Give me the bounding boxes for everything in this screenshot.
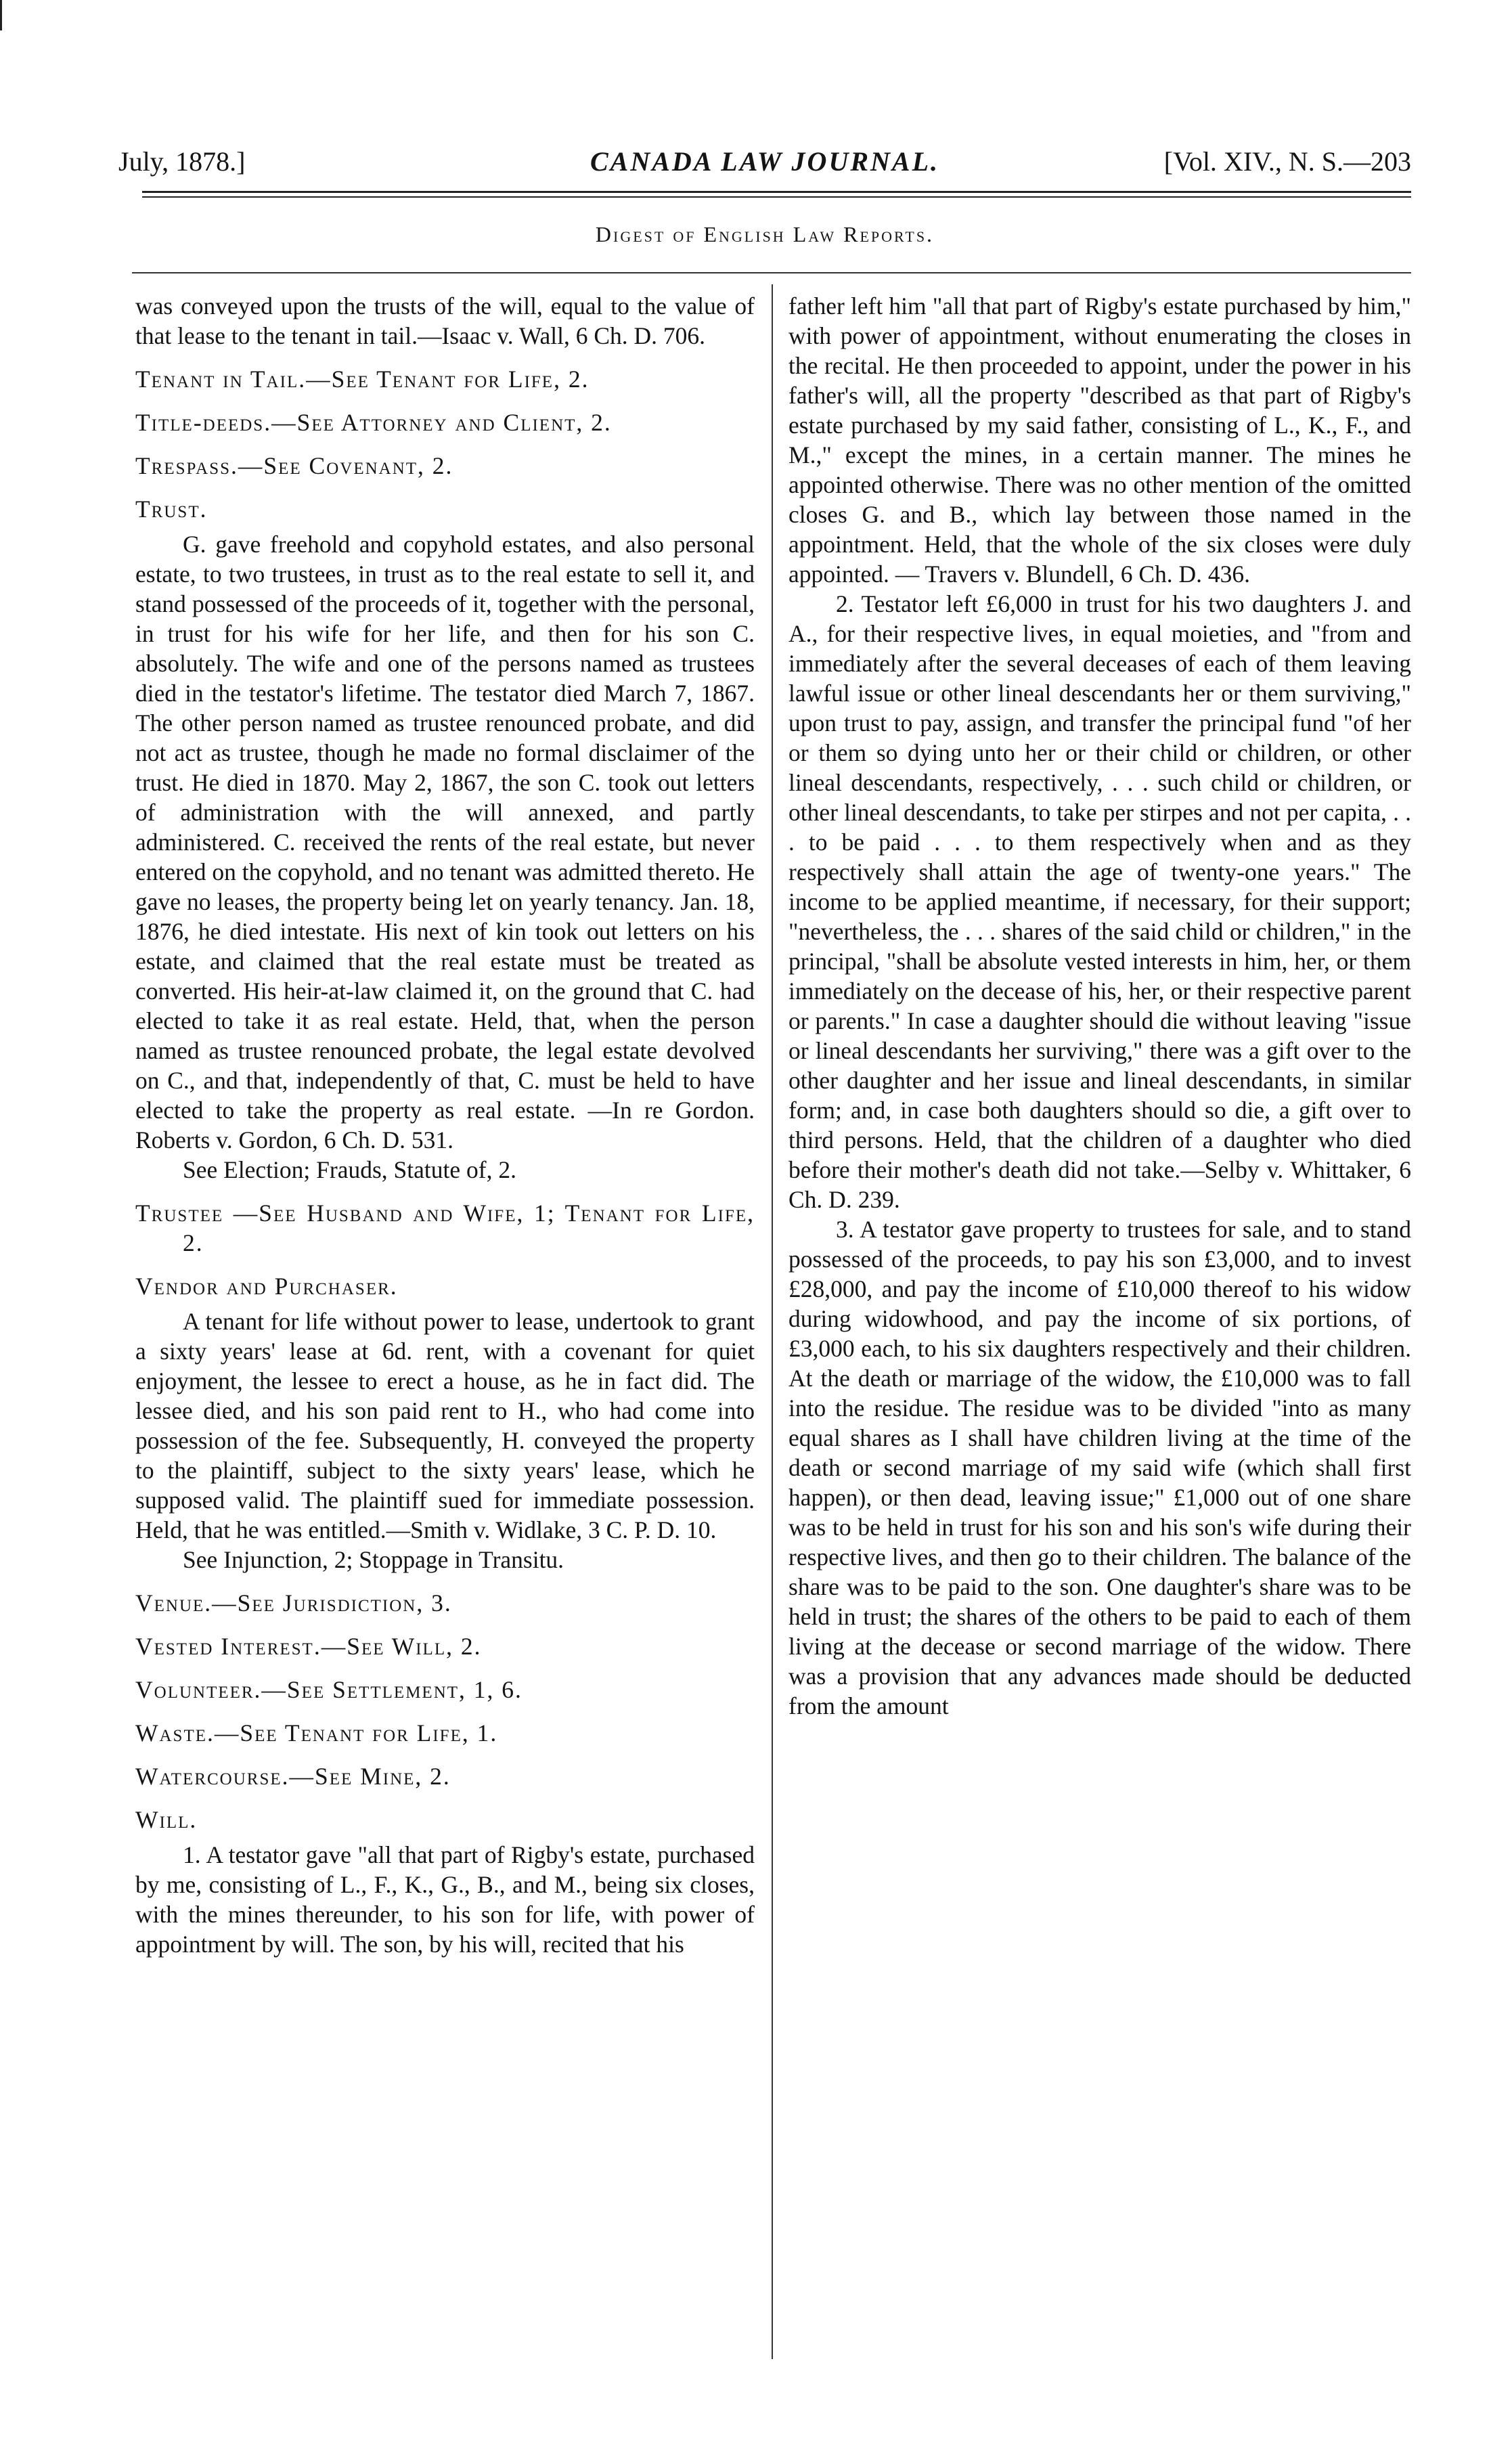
header-journal-title: CANADA LAW JOURNAL. bbox=[590, 146, 940, 177]
left-paragraph-17: Will. bbox=[135, 1806, 198, 1833]
left-paragraph-9: Vendor and Purchaser. bbox=[135, 1273, 398, 1300]
right-paragraph-2: 2. Testator left £6,000 in trust for his two daughters J. and A., for their respective lives, in equal moieties, and "from and immediately after the several deceases of each of them leaving lawful issue or other lineal descendants her or them surviving," upon trust to pay, assign, and transfer the principal fund "of her or them so dying unto her or their child or children, or other lineal descendants, respectively, . . . such child or children, or other lineal descendants, to take per stirpes and not per capita, . . . to be paid . . . to them respectively when and as they respectively shall attain the age of twenty-one years." The income to be applied meantime, if necessary, for their support; "nevertheless, the . . . shares of the said child or children," in the principal, "shall be absolute vested interests in him, her, or them immediately on the decease of his, her, or their respective parent or parents." In case a daughter should die without leaving "issue or lineal descendants her surviving," there was a gift over to the other daughter and her issue and lineal descendants, in similar form; and, in case both daughters should so die, a gift over to third persons. Held, that the children of a daughter who died before their mother's death did not take.—Selby v. Whittaker, 6 Ch. D. 239. bbox=[788, 590, 1411, 1213]
left-paragraph-2: Tenant in Tail.—See Tenant for Life, 2. bbox=[135, 366, 590, 393]
left-paragraph-3: Title-deeds.—See Attorney and Client, 2. bbox=[135, 409, 612, 436]
left-paragraph-13: Vested Interest.—See Will, 2. bbox=[135, 1633, 482, 1660]
left-paragraph-18: 1. A testator gave "all that part of Rigby's estate, purchased by me, consisting of L., F., K., G., B., and M., being six closes, with the mines thereunder, to his son for life, with power of appointment by will. The son, by his will, recited that his bbox=[135, 1841, 755, 1958]
left-paragraph-15: Waste.—See Tenant for Life, 1. bbox=[135, 1719, 498, 1746]
left-paragraph-10: A tenant for life without power to lease, undertook to grant a sixty years' lease at 6d. rent, with a covenant for quiet enjoyment, the lessee to erect a house, as he in fact did. The lessee died, and his son paid rent to H., who had come into possession of the fee. Subsequently, H. conveyed the property to the plaintiff, subject to the sixty years' lease, which he supposed valid. The plaintiff sued for immediate possession. Held, that he was entitled.—Smith v. Widlake, 3 C. P. D. 10. bbox=[135, 1308, 755, 1543]
section-rule bbox=[132, 272, 1411, 273]
header-rule-thin bbox=[142, 196, 1411, 198]
left-paragraph-7: See Election; Frauds, Statute of, 2. bbox=[183, 1156, 516, 1183]
left-paragraph-8: Trustee —See Husband and Wife, 1; Tenant for Life, 2. bbox=[135, 1200, 755, 1256]
left-column bbox=[135, 291, 755, 1959]
column-divider bbox=[772, 284, 773, 2359]
right-paragraph-3: 3. A testator gave property to trustees for sale, and to stand possessed of the proceeds, to pay his son £3,000, and to invest £28,000, and pay the income of £10,000 thereof to his widow during widowhood, and pay the income of six portions, of £3,000 each, to his six daughters respectively and their children. At the death or marriage of the widow, the £10,000 was to fall into the residue. The residue was to be divided "into as many equal shares as I shall have children living at the time of the death or second marriage of my said wife (which shall first happen), or then dead, leaving issue;" £1,000 out of one share was to be held in trust for his son and his son's wife during their respective lives, and then go to their children. The balance of the share was to be paid to the son. One daughter's share was to be held in trust; the shares of the others to be paid to each of them living at the decease or second marriage of the widow. There was a provision that any advances made should be deducted from the amount bbox=[788, 1216, 1411, 1719]
header-volume: [Vol. XIV., N. S.—203 bbox=[1163, 146, 1411, 177]
left-paragraph-14: Volunteer.—See Settlement, 1, 6. bbox=[135, 1676, 522, 1703]
header-date: July, 1878.] bbox=[118, 146, 246, 177]
left-paragraph-16: Watercourse.—See Mine, 2. bbox=[135, 1763, 451, 1790]
left-paragraph-6: G. gave freehold and copyhold estates, and also personal estate, to two trustees, in trust as to the real estate to sell it, and stand possessed of the proceeds of it, together with the personal, in trust for his wife for her life, and then for his son C. absolutely. The wife and one of the persons named as trustees died in the testator's lifetime. The testator died March 7, 1867. The other person named as trustee renounced probate, and did not act as trustee, though he made no formal disclaimer of the trust. He died in 1870. May 2, 1867, the son C. took out letters of administration with the will annexed, and partly administered. C. received the rents of the real estate, but never entered on the copyhold, and no tenant was admitted thereto. He gave no leases, the property being let on yearly tenancy. Jan. 18, 1876, he died intestate. His next of kin took out letters on his estate, and claimed that the real estate must be treated as converted. His heir-at-law claimed it, on the ground that C. had elected to take it as real estate. Held, that, when the person named as trustee renounced probate, the legal estate devolved on C., and that, independently of that, C. must be held to have elected to take the property as real estate. —In re Gordon. Roberts v. Gordon, 6 Ch. D. 531. bbox=[135, 531, 755, 1153]
section-title: Digest of English Law Reports. bbox=[595, 222, 935, 246]
left-paragraph-4: Trespass.—See Covenant, 2. bbox=[135, 452, 453, 479]
header-rule-thick bbox=[142, 191, 1411, 193]
left-paragraph-12: Venue.—See Jurisdiction, 3. bbox=[135, 1589, 452, 1617]
left-paragraph-1: was conveyed upon the trusts of the will, equal to the value of that lease to the tenant in tail.—Isaac v. Wall, 6 Ch. D. 706. bbox=[135, 292, 755, 349]
left-paragraph-11: See Injunction, 2; Stoppage in Transitu. bbox=[183, 1546, 564, 1573]
scan-margin-mark bbox=[0, 0, 2, 30]
right-column bbox=[788, 291, 1411, 1721]
right-paragraph-1: father left him "all that part of Rigby's estate purchased by him," with power of appointment, without enumerating the closes in the recital. He then proceeded to appoint, under the power in his father's will, all the property "described as that part of Rigby's estate purchased by my said father, consisting of L., K., F., and M.," except the mines, in a certain manner. The mines he appointed otherwise. There was no other mention of the omitted closes G. and B., which lay between those named in the appointment. Held, that the whole of the six closes were duly appointed. — Travers v. Blundell, 6 Ch. D. 436. bbox=[788, 292, 1411, 588]
running-header bbox=[118, 146, 1411, 186]
left-paragraph-5: Trust. bbox=[135, 496, 208, 523]
